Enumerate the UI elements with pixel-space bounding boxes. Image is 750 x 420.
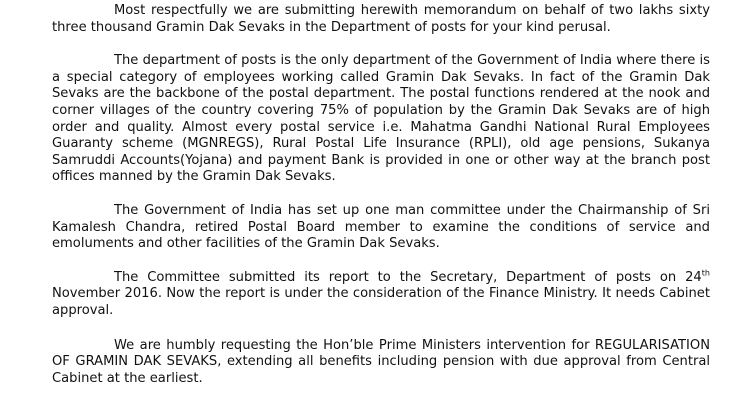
report-text-start: The Committee submitted its report to the Secretary, Department of posts on 24 [114, 269, 702, 285]
memorandum-page [52, 3, 710, 404]
date-ordinal-suffix: th [701, 268, 710, 278]
paragraph-introduction: Most respectfully we are submitting herewith memorandum on behalf of two lakhs sixty three thousand Gramin Dak Sevaks in the Department of posts for your kind perusal. [52, 3, 710, 35]
paragraph-committee-setup: The Government of India has set up one man committee under the Chairmanship of Sri Kamalesh Chandra, retired Postal Board member to examine the conditions of service and emoluments and other facilities of the Gramin Dak Sevaks. [52, 202, 710, 252]
report-text-end: November 2016. Now the report is under the consideration of the Finance Ministry. It needs Cabinet approval. [52, 286, 710, 318]
paragraph-committee-report [52, 270, 710, 320]
paragraph-department-of-posts: The department of posts is the only department of the Government of India where there is a special category of employees working called Gramin Dak Sevaks. In fact of the Gramin Dak Sevaks are the backbone of the postal department. The postal functions rendered at the nook and corner villages of the country covering 75% of population by the Gramin Dak Sevaks are of high order and quality. Almost every postal service i.e. Mahatma Gandhi National Rural Employees Guaranty scheme (MGNREGS), Rural Postal Life Insurance (RPLI), old age pensions, Sukanya Samruddi Accounts(Yojana) and payment Bank is provided in one or other way at the branch post offices manned by the Gramin Dak Sevaks. [52, 53, 710, 185]
paragraph-request: We are humbly requesting the Hon’ble Prime Ministers intervention for REGULARISATION OF GRAMIN DAK SEVAKS, extending all benefits including pension with due approval from Central Cabinet at the earliest. [52, 337, 710, 386]
